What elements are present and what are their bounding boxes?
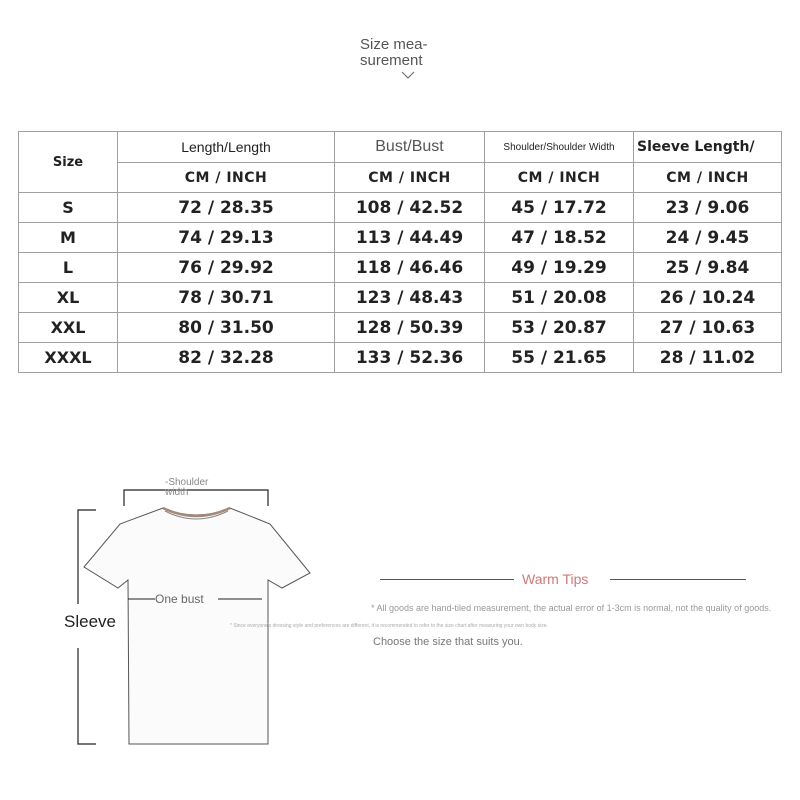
length-cell: 74 / 29.13 [118,223,335,253]
sleeve-cell: 23 / 9.06 [634,193,782,223]
sleeve-cell: 24 / 9.45 [634,223,782,253]
warm-tips-title: Warm Tips [522,571,589,587]
bust-cell: 118 / 46.46 [335,253,485,283]
bust-cell: 133 / 52.36 [335,343,485,373]
bust-column-header: Bust/Bust [335,132,485,163]
sleeve-column-header: Sleeve Length/ [634,132,782,163]
shoulder-label-line-1: -Shoulder [165,477,209,488]
sleeve-cell: 28 / 11.02 [634,343,782,373]
shoulder-cell: 51 / 20.08 [485,283,634,313]
tips-divider-left [380,579,514,580]
length-cell: 78 / 30.71 [118,283,335,313]
size-cell: S [19,193,118,223]
sleeve-cell: 25 / 9.84 [634,253,782,283]
size-cell: XXXL [19,343,118,373]
size-column-header: Size [19,132,118,193]
chevron-down-icon [401,70,415,80]
sleeve-label: Sleeve [64,612,116,631]
bust-cell: 128 / 50.39 [335,313,485,343]
size-cell: XL [19,283,118,313]
bust-cell: 123 / 48.43 [335,283,485,313]
shoulder-unit: CM / INCH [485,163,634,193]
length-bracket-bottom [78,648,96,744]
sleeve-cell: 26 / 10.24 [634,283,782,313]
length-cell: 80 / 31.50 [118,313,335,343]
tip-size-chart-advice: * Since everyone's dressing style and preferences are different, it is recommended to refer to the size chart after measuring your own body size. [230,623,548,629]
bust-unit: CM / INCH [335,163,485,193]
sleeve-unit: CM / INCH [634,163,782,193]
title-line-2: surement [360,52,423,69]
tip-measurement-error: * All goods are hand-tiled measurement, the actual error of 1-3cm is normal, not the quality of goods. [371,603,772,613]
length-cell: 82 / 32.28 [118,343,335,373]
bust-cell: 108 / 42.52 [335,193,485,223]
length-unit: CM / INCH [118,163,335,193]
size-cell: M [19,223,118,253]
bust-label: One bust [155,592,204,606]
shoulder-cell: 47 / 18.52 [485,223,634,253]
size-measurement-title [360,37,450,69]
shoulder-width-label [165,478,225,498]
tshirt-diagram [0,0,360,800]
length-cell: 72 / 28.35 [118,193,335,223]
tip-choose-size: Choose the size that suits you. [373,636,523,648]
shoulder-column-header: Shoulder/Shoulder Width [485,132,634,163]
shoulder-cell: 49 / 19.29 [485,253,634,283]
shoulder-cell: 53 / 20.87 [485,313,634,343]
length-cell: 76 / 29.92 [118,253,335,283]
tips-divider-right [610,579,746,580]
sleeve-cell: 27 / 10.63 [634,313,782,343]
size-cell: XXL [19,313,118,343]
title-line-1: Size mea- [360,36,428,53]
shoulder-label-line-2: width [165,487,189,498]
size-cell: L [19,253,118,283]
bust-cell: 113 / 44.49 [335,223,485,253]
shoulder-cell: 45 / 17.72 [485,193,634,223]
shoulder-cell: 55 / 21.65 [485,343,634,373]
length-column-header: Length/Length [118,132,335,163]
